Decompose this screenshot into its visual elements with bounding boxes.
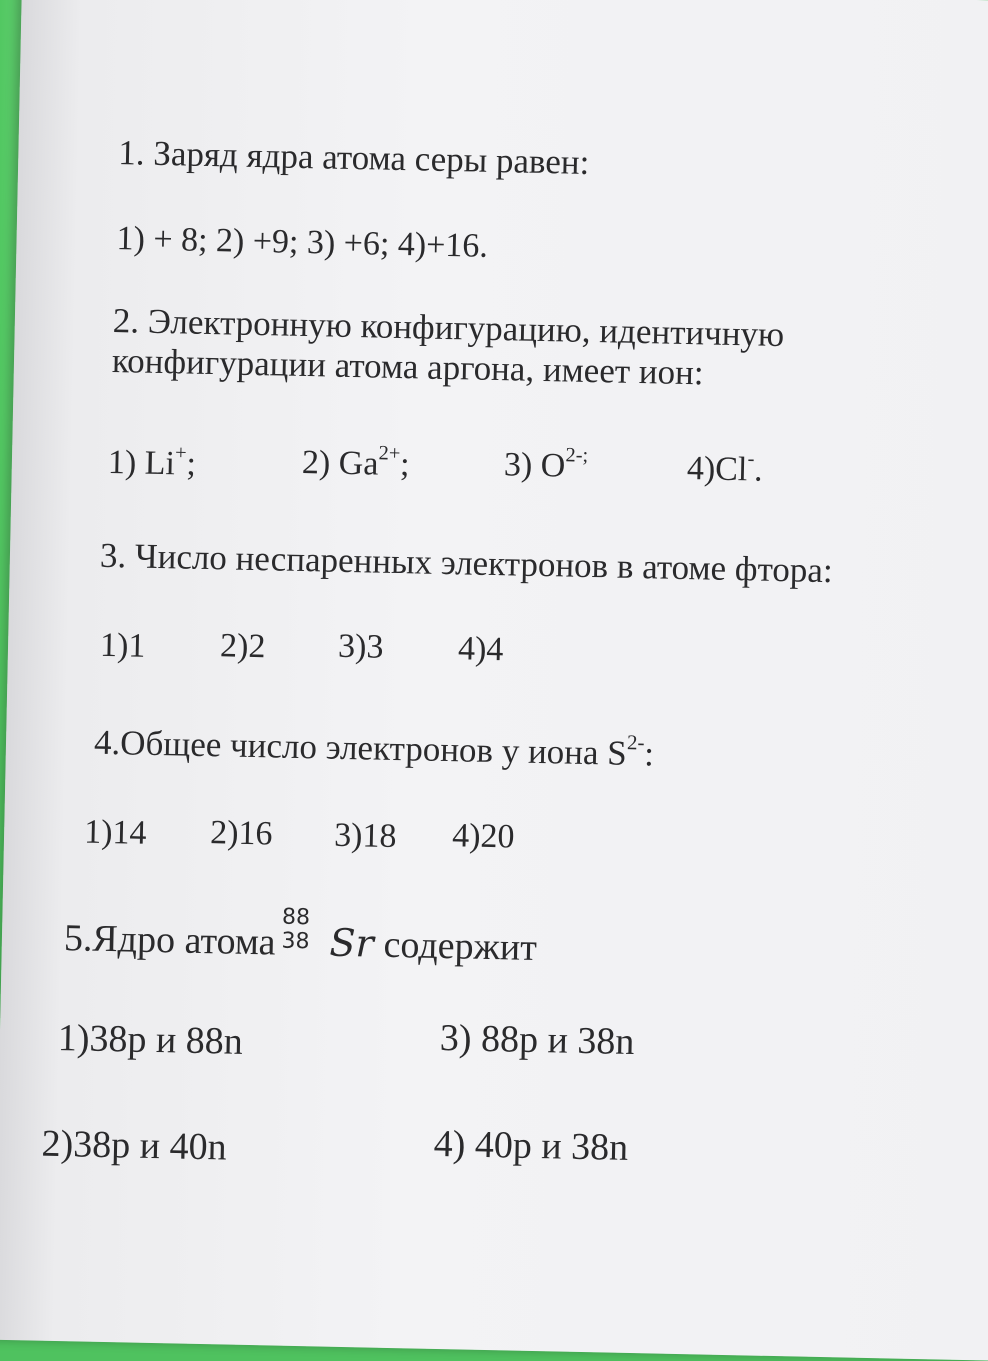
question-5-option-4: 4) 40р и 38n — [433, 1122, 629, 1169]
question-3-option-3: 3)3 — [337, 627, 384, 666]
question-2-option-3: 3) $O^{2-;}$ — [503, 444, 589, 485]
question-3: 3. Число неспаренных электронов в атоме фтора: — [99, 535, 834, 591]
question-2-line-1: 2. Электронную конфигурацию, идентичную — [112, 300, 785, 355]
question-2-option-2: 2) $Ga^{2+}$; — [301, 442, 410, 484]
question-1-options: 1) + 8; 2) +9; 3) +6; 4)+16. — [116, 220, 489, 265]
question-3-option-1: 1)1 — [99, 626, 146, 665]
question-5-option-2: 2)38р и 40n — [41, 1122, 228, 1169]
question-3-option-4: 4)4 — [457, 630, 504, 669]
question-4-option-2: 2)16 — [209, 814, 273, 853]
question-2-line-2: конфигурации атома аргона, имеет ион: — [111, 340, 704, 393]
strontium-isotope-notation: 88 38 — [281, 904, 311, 955]
question-2-option-1: 1) Li+; — [107, 442, 197, 483]
question-5: 5.Ядро атома 88 38 Sr содержит — [63, 904, 538, 969]
question-4-option-3: 3)18 — [333, 816, 397, 856]
question-5-option-3: 3) 88р и 38n — [439, 1016, 635, 1064]
question-5-option-1: 1)38р и 88n — [57, 1016, 244, 1063]
question-2-option-4: 4)Cl-. — [686, 448, 764, 489]
question-4: 4.Общее число электронов у иона $S^{2-}$: — [93, 722, 655, 774]
question-4-option-1: 1)14 — [83, 813, 147, 852]
question-4-option-4: 4)20 — [451, 817, 515, 856]
question-3-option-2: 2)2 — [219, 627, 266, 666]
question-1: 1. Заряд ядра атома серы равен: — [117, 133, 590, 182]
